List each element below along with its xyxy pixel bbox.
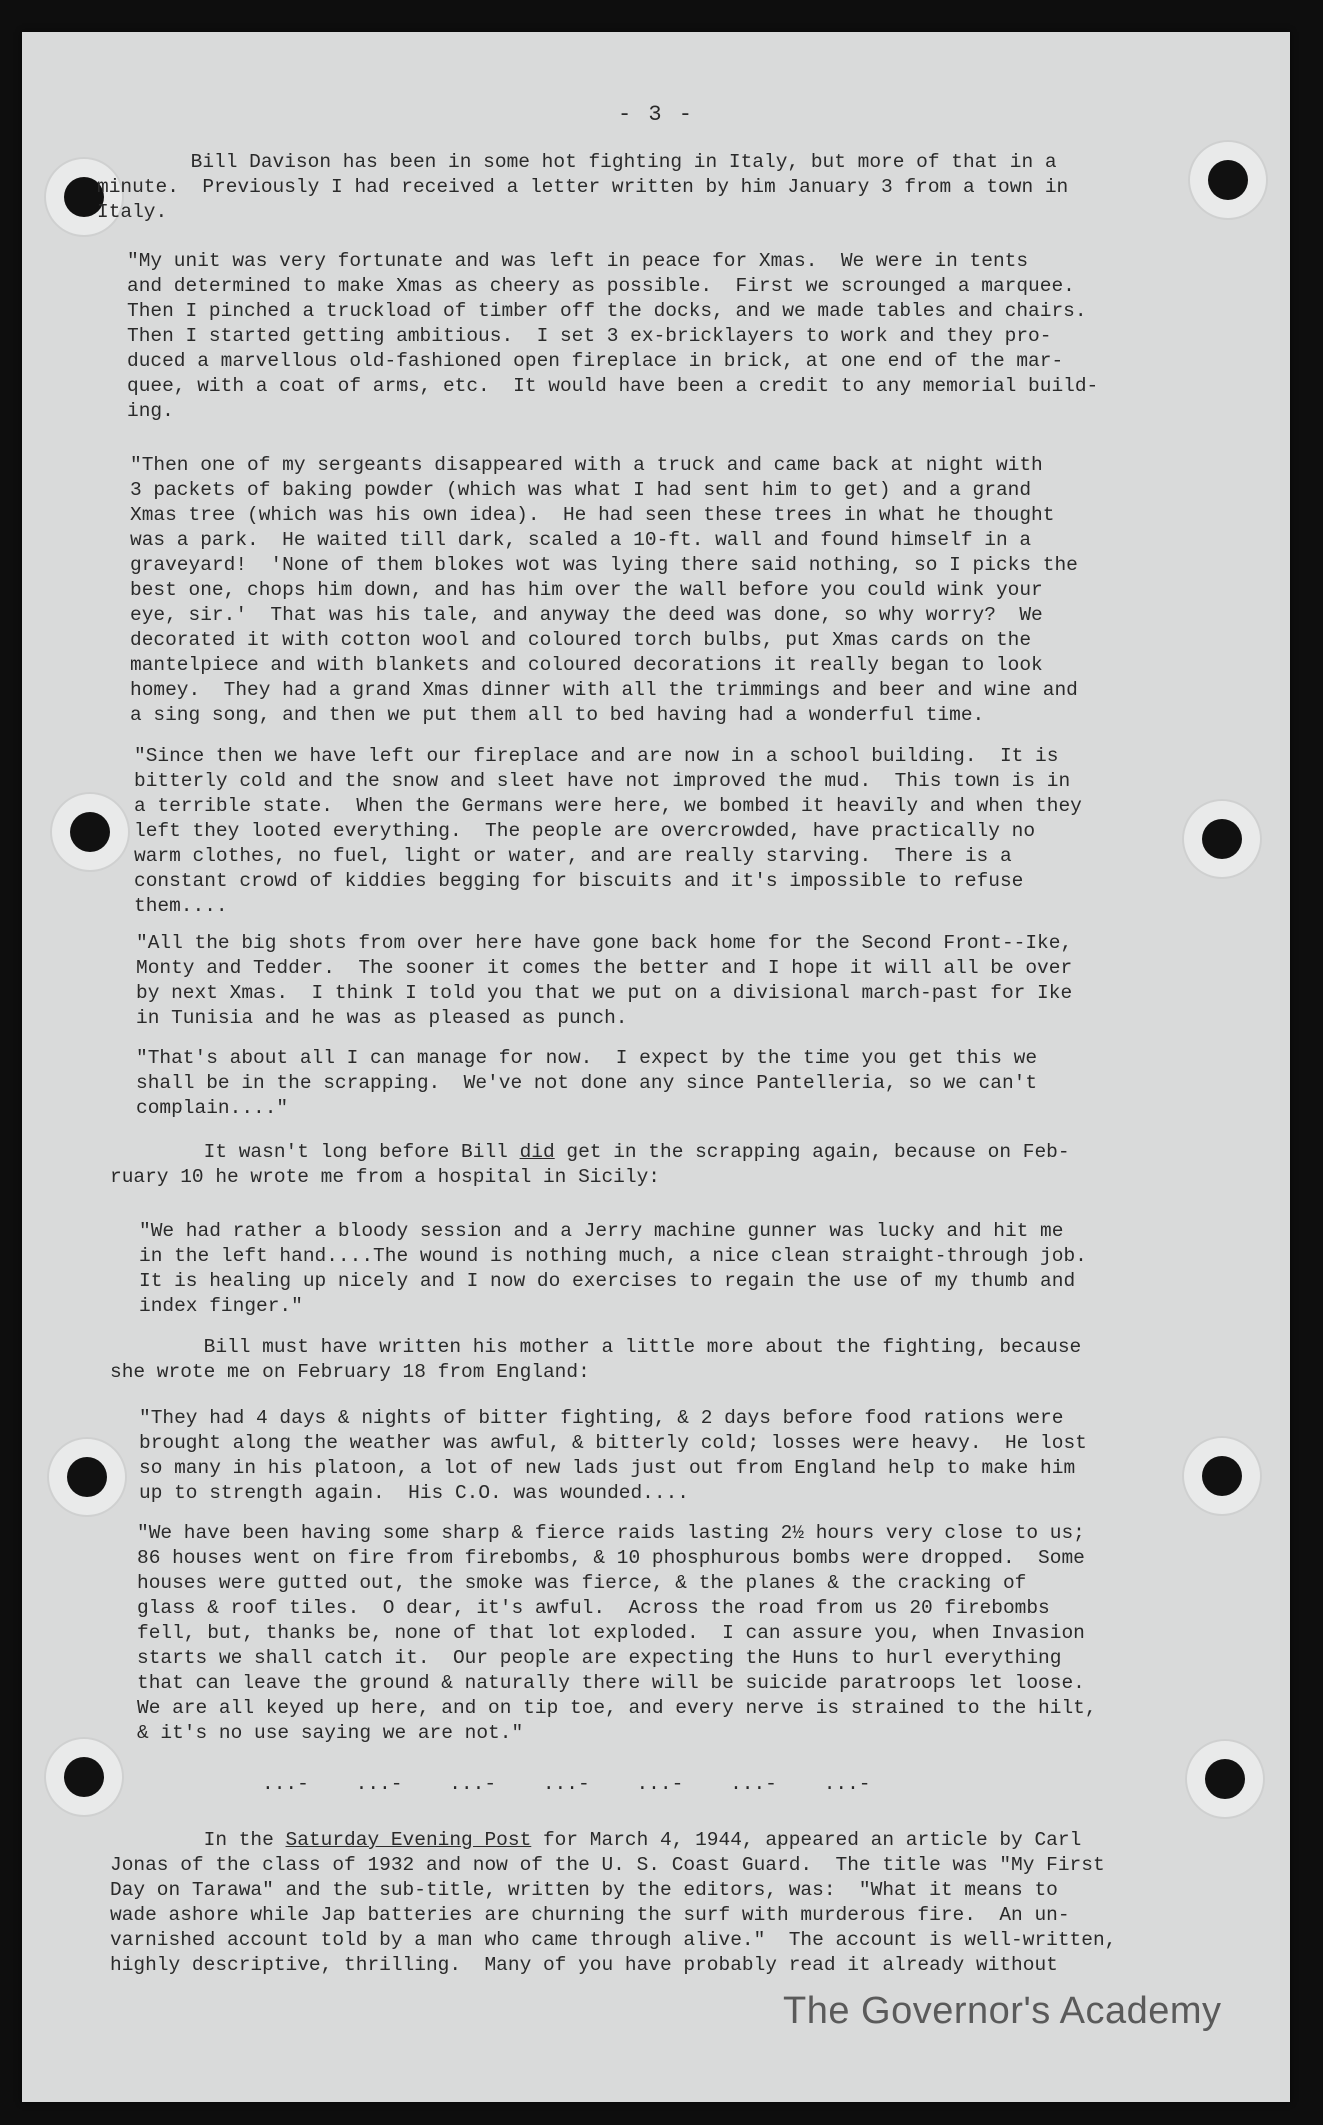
paragraph-intro: Bill Davison has been in some hot fighting in Italy, but more of that in a minute. Previously I had received a letter written by him January 3 from a town in Italy. xyxy=(97,151,1069,223)
quote-bitter-fighting: "They had 4 days & nights of bitter fighting, & 2 days before food rations were brought along the weather was awful, & bitterly cold; losses were heavy. He lost so many in his platoon, a lot of new lads just out from England help to make him up to strength again. His C.O. was wounded.... xyxy=(139,1407,1087,1504)
punch-hole xyxy=(67,1457,107,1497)
typed-page xyxy=(22,32,1290,2102)
quote-xmas-tree: "Then one of my sergeants disappeared with a truck and came back at night with 3 packets of baking powder (which was what I had sent him to get) and a grand Xmas tree (which was his own idea). He had seen these trees in what he thought was a park. He waited till dark, scaled a 10-ft. wall and found himself in a graveyard! 'None of them blokes wot was lying there said nothing, so I picks the best one, chops him down, and has him over the wall before you could wink your eye, sir.' That was his tale, and anyway the deed was done, so why worry? We decorated it with cotton wool and coloured torch bulbs, put Xmas cards on the mantelpiece and with blankets and coloured decorations it really began to look homey. They had a grand Xmas dinner with all the trimmings and beer and wine and a sing song, and then we put them all to bed having had a wonderful time. xyxy=(130,454,1078,726)
quote-raids: "We have been having some sharp & fierce raids lasting 2½ hours very close to us; 86 houses went on fire from firebombs, & 10 phosphurous bombs were dropped. Some houses were gutted out, the smoke was fierce, & the planes & the cracking of glass & roof tiles. O dear, it's awful. Across the road from us 20 firebombs fell, but, thanks be, none of that lot exploded. I can assure you, when Invasion starts we shall catch it. Our people are expecting the Huns to hurl everything that can leave the ground & naturally there will be suicide paratroops let loose. We are all keyed up here, and on tip toe, and every nerve is strained to the hilt, & it's no use saying we are not." xyxy=(137,1522,1097,1744)
quote-machine-gunner: "We had rather a bloody session and a Jerry machine gunner was lucky and hit me in the left hand....The wound is nothing much, a nice clean straight-through job. It is healing up nicely and I now do exercises to regain the use of my thumb and index finger." xyxy=(139,1220,1087,1317)
punch-hole xyxy=(64,1757,104,1797)
underlined-word: did xyxy=(519,1141,555,1163)
text-segment: for March 4, 1944, appeared an article by Carl Jonas of the class of 1932 and now of the U. S. Coast Guard. The title was "My First Day on Tarawa" and the sub-title, written by the editors, was: "What it means to wade ashore while Jap batteries are churning the surf with murderous fire. An un- varnished account told by a man who came through alive." The account is well-written, highly descriptive, thrilling. Many of you have probably read it already without xyxy=(110,1829,1117,1976)
punch-hole xyxy=(1202,1456,1242,1496)
quote-xmas-tents: "My unit was very fortunate and was left in peace for Xmas. We were in tents and determined to make Xmas as cheery as possible. First we scrounged a marquee. Then I pinched a truckload of timber off the docks, and we made tables and chairs. Then I started getting ambitious. I set 3 ex-bricklayers to work and they pro- duced a marvellous old-fashioned open fireplace in brick, at one end of the mar- quee, with a coat of arms, etc. It would have been a credit to any memorial build- ing. xyxy=(127,250,1099,422)
paragraph-bill-hospital xyxy=(110,1140,1070,1190)
page-number: - 3 - xyxy=(617,102,694,127)
section-divider: ...- ...- ...- ...- ...- ...- ...- xyxy=(262,1773,871,1795)
text-segment: get in the scrapping again, because on Feb- ruary 10 he wrote me from a hospital in Sicily: xyxy=(110,1141,1070,1188)
text-segment: It wasn't long before Bill xyxy=(110,1141,520,1163)
archive-watermark: The Governor's Academy xyxy=(783,1990,1222,2032)
paragraph-saturday-evening-post xyxy=(110,1828,1116,1978)
text-segment: In the xyxy=(110,1829,286,1851)
punch-hole xyxy=(1202,819,1242,859)
quote-big-shots: "All the big shots from over here have gone back home for the Second Front--Ike, Monty and Tedder. The sooner it comes the better and I hope it will all be over by next Xmas. I think I told you that we put on a divisional march-past for Ike in Tunisia and he was as pleased as punch. xyxy=(136,932,1073,1029)
paragraph-mother-letter: Bill must have written his mother a little more about the fighting, because she wrote me on February 18 from England: xyxy=(110,1336,1082,1383)
punch-hole xyxy=(1205,1759,1245,1799)
punch-hole xyxy=(1208,160,1248,200)
quote-scrapping: "That's about all I can manage for now. I expect by the time you get this we shall be in the scrapping. We've not done any since Pantelleria, so we can't complain...." xyxy=(136,1047,1038,1119)
punch-hole xyxy=(70,812,110,852)
underlined-publication: Saturday Evening Post xyxy=(285,1829,532,1851)
quote-school-building: "Since then we have left our fireplace and are now in a school building. It is bitterly cold and the snow and sleet have not improved the mud. This town is in a terrible state. When the Germans were here, we bombed it heavily and when they left they looted everything. The people are overcrowded, have practically no warm clothes, no fuel, light or water, and are really starving. There is a constant crowd of kiddies begging for biscuits and it's impossible to refuse them.... xyxy=(134,745,1082,917)
